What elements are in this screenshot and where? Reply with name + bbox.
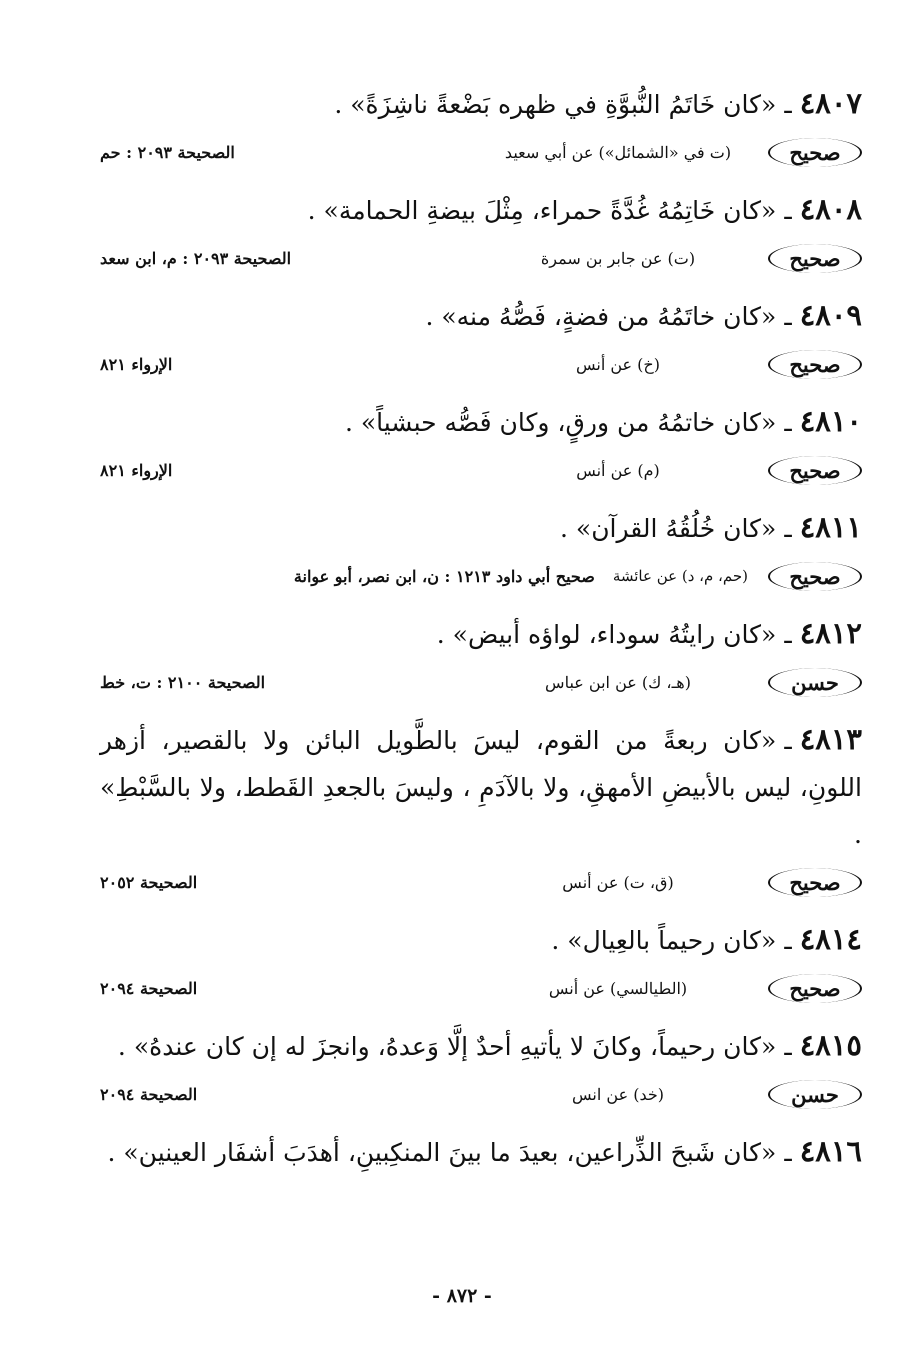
narration: (هـ، ك) عن ابن عباس [545, 672, 691, 692]
hadith-text: «كان رحيماً، وكانَ لا يأتيهِ أحدٌ إلَّا وَعدهُ، وانجزَ له إن كان عندهُ» . [117, 1032, 777, 1061]
reference: الصحيحة ٢٠٩٤ [100, 1084, 198, 1104]
hadith-4812: ٤٨١٢ـ«كان رايتُهُ سوداء، لواؤه أبيض» . [436, 616, 862, 650]
hadith-text: «كان خاتمُهُ من ورقٍ، وكان فَصُّه حبشياً» . [344, 408, 777, 437]
narration: (ت) عن جابر بن سمرة [540, 248, 696, 268]
hadith-text: «كان خاتَمُهُ من فضةٍ، فَصُّهُ منه» . [425, 302, 777, 331]
source-line [100, 342, 862, 386]
hadith-number: ٤٨٠٧ [799, 86, 862, 120]
reference: صحيح أبي داود ١٢١٣ : ن، ابن نصر، أبو عوانة [293, 566, 595, 586]
hadith-number: ٤٨٠٩ [799, 298, 862, 332]
grade-badge: صحيح [768, 562, 862, 591]
reference: الصحيحة ٢٠٥٢ [100, 872, 198, 892]
narration: (حم، م، د) عن عائشة [612, 567, 748, 585]
reference: الصحيحة ٢٠٩٣ : حم [100, 142, 235, 162]
hadith-4808: ٤٨٠٨ـ«كان خَاتِمُهُ غُدَّةً حمراء، مِثْلَ بيضةِ الحمامة» . [307, 192, 862, 226]
narration: (الطيالسي) عن أنس [548, 978, 688, 998]
hadith-text: «كان ربعةً من القوم، ليسَ بالطَّويل البائن ولا بالقصير، أزهر اللونِ، ليس بالأبيضِ الأمهقِ، ولا بالآدَمِ ، وليسَ بالجعدِ القَطط، ولا بالسَّبْطِ» . [100, 726, 862, 849]
hadith-number: ٤٨١٢ [799, 616, 862, 650]
reference: الصحيحة ٢٠٩٤ [100, 978, 198, 998]
hadith-4813: ٤٨١٣ـ«كان ربعةً من القوم، ليسَ بالطَّويل البائن ولا بالقصير، أزهر اللونِ، ليس بالأبيضِ الأمهقِ، ولا بالآدَمِ ، وليسَ بالجعدِ القَطط، ولا بالسَّبْطِ» . [100, 722, 862, 849]
grade-badge: صحيح [768, 350, 862, 379]
hadith-4814: ٤٨١٤ـ«كان رحيماً بالعِيال» . [551, 922, 862, 956]
source-line [100, 966, 862, 1010]
grade-badge: صحيح [768, 974, 862, 1003]
grade-badge: حسن [768, 668, 862, 697]
source-line [100, 236, 862, 280]
grade-badge: صحيح [768, 244, 862, 273]
hadith-4807: ٤٨٠٧ـ«كان خَاتَمُ النُّبوَّةِ في ظهره بَضْعةً ناشِزَةً» . [334, 86, 862, 120]
source-line [100, 860, 862, 904]
hadith-4810: ٤٨١٠ـ«كان خاتمُهُ من ورقٍ، وكان فَصُّه حبشياً» . [344, 404, 862, 438]
page-number: - ٨٧٢ - [432, 1285, 492, 1307]
grade-badge: صحيح [768, 138, 862, 167]
reference: الصحيحة ٢٠٩٣ : م، ابن سعد [100, 248, 292, 268]
hadith-text: «كان خُلُقُهُ القرآن» . [560, 514, 777, 543]
hadith-number: ٤٨١٠ [799, 404, 862, 438]
source-line [100, 448, 862, 492]
source-line [100, 130, 862, 174]
narration: (ت في «الشمائل») عن أبي سعيد [504, 142, 732, 162]
grade-badge: حسن [768, 1080, 862, 1109]
hadith-number: ٤٨١٣ [799, 722, 862, 756]
reference: الصحيحة ٢١٠٠ : ت، خط [100, 672, 266, 692]
hadith-number: ٤٨٠٨ [799, 192, 862, 226]
narration: (ق، ت) عن أنس [562, 872, 674, 892]
hadith-4815: ٤٨١٥ـ«كان رحيماً، وكانَ لا يأتيهِ أحدٌ إلَّا وَعدهُ، وانجزَ له إن كان عندهُ» . [117, 1028, 862, 1062]
reference: الإرواء ٨٢١ [100, 354, 173, 374]
hadith-4816: ٤٨١٦ـ«كان شَبحَ الذِّراعين، بعيدَ ما بينَ المنكِبينِ، أهدَبَ أشفَار العينين» . [107, 1134, 862, 1168]
hadith-text: «كان رحيماً بالعِيال» . [551, 926, 777, 955]
grade-badge: صحيح [768, 456, 862, 485]
narration: (خد) عن انس [572, 1084, 664, 1104]
reference: الإرواء ٨٢١ [100, 460, 173, 480]
hadith-4811: ٤٨١١ـ«كان خُلُقُهُ القرآن» . [560, 510, 862, 544]
hadith-number: ٤٨١١ [799, 510, 862, 544]
source-line [100, 1072, 862, 1116]
hadith-text: «كان خَاتِمُهُ غُدَّةً حمراء، مِثْلَ بيضةِ الحمامة» . [307, 196, 777, 225]
grade-badge: صحيح [768, 868, 862, 897]
hadith-text: «كان شَبحَ الذِّراعين، بعيدَ ما بينَ المنكِبينِ، أهدَبَ أشفَار العينين» . [107, 1138, 777, 1167]
hadith-number: ٤٨١٤ [799, 922, 862, 956]
hadith-text: «كان رايتُهُ سوداء، لواؤه أبيض» . [436, 620, 777, 649]
source-line [100, 554, 862, 598]
hadith-4809: ٤٨٠٩ـ«كان خاتَمُهُ من فضةٍ، فَصُّهُ منه» . [425, 298, 862, 332]
source-line [100, 660, 862, 704]
hadith-number: ٤٨١٥ [799, 1028, 862, 1062]
hadith-text: «كان خَاتَمُ النُّبوَّةِ في ظهره بَضْعةً ناشِزَةً» . [334, 90, 777, 119]
narration: (م) عن أنس [576, 460, 660, 480]
hadith-number: ٤٨١٦ [799, 1134, 862, 1168]
narration: (خ) عن أنس [575, 354, 660, 374]
